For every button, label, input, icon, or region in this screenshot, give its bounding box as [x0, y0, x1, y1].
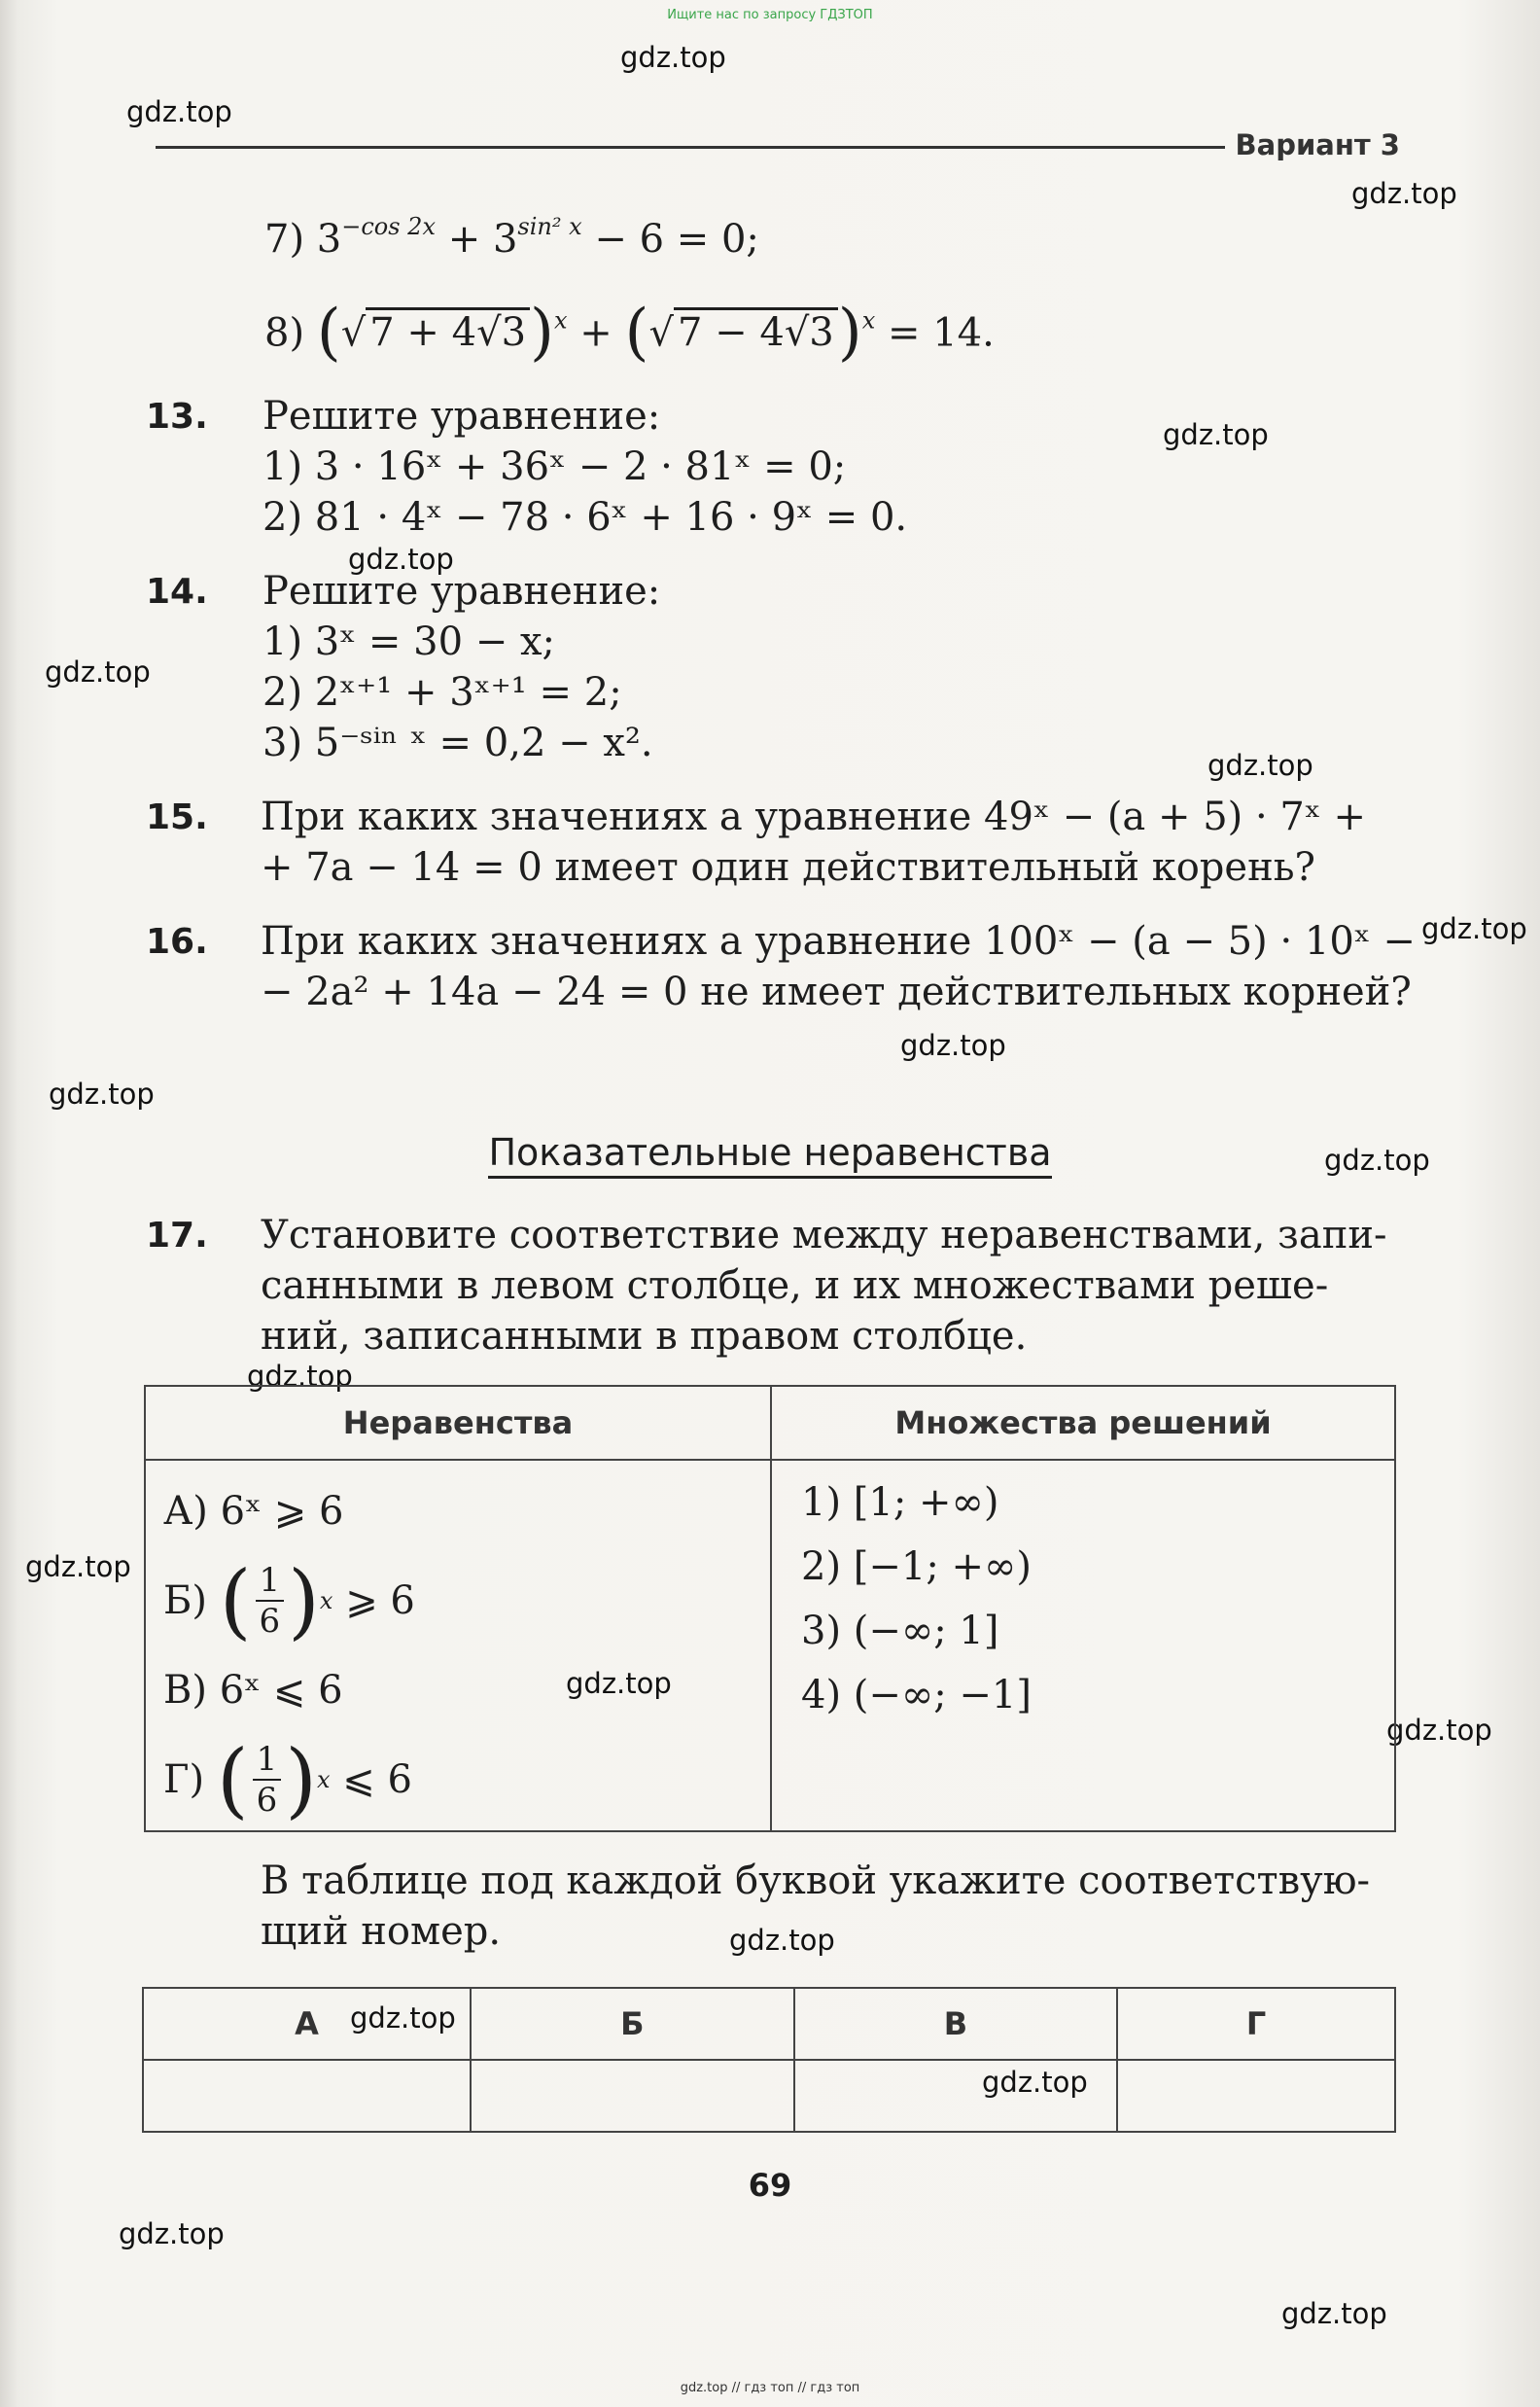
- task14-item2: 2) 2ˣ⁺¹ + 3ˣ⁺¹ = 2;: [262, 670, 622, 715]
- watermark: gdz.top: [247, 1360, 353, 1393]
- answer-cell-b[interactable]: [471, 2060, 794, 2132]
- page-number: 69: [748, 2167, 792, 2204]
- inequalities-column: [145, 1460, 771, 1831]
- watermark: gdz.top: [25, 1550, 131, 1583]
- variant-label: Вариант 3: [1235, 128, 1400, 161]
- watermark: gdz.top: [350, 2001, 456, 2035]
- watermark: gdz.top: [119, 2217, 225, 2250]
- task-number: 16.: [146, 922, 208, 962]
- watermark: gdz.top: [1163, 418, 1269, 451]
- watermark: gdz.top: [126, 95, 232, 128]
- answer-table: [142, 1987, 1396, 2133]
- task13-title: Решите уравнение:: [262, 394, 661, 439]
- top-banner: Ищите нас по запросу ГДЗТОП: [667, 8, 873, 22]
- inequality-b: Б) ( $\frac{1}{6}$ ) x ⩾ 6: [163, 1553, 415, 1648]
- task14-title: Решите уравнение:: [262, 569, 661, 614]
- task13-item2: 2) 81 · 4ˣ − 78 · 6ˣ + 16 · 9ˣ = 0.: [262, 495, 908, 540]
- task12-item7: 7) $3^{-cos 2x} + 3^{sin^2 x} - 6 = 0$;: [264, 213, 759, 262]
- watermark: gdz.top: [1208, 749, 1313, 782]
- watermark: gdz.top: [1421, 912, 1527, 945]
- task17-line1: Установите соответствие между неравенствами, запи-: [261, 1213, 1387, 1257]
- task14-item1: 1) 3ˣ = 30 − x;: [262, 619, 555, 664]
- header-inequalities: Неравенства: [145, 1386, 771, 1460]
- answer-header-v: В: [794, 1988, 1118, 2060]
- watermark: gdz.top: [49, 1078, 155, 1111]
- task17-note2: щий номер.: [261, 1909, 502, 1954]
- watermark: gdz.top: [729, 1924, 835, 1957]
- task16-line1: При каких значениях a уравнение 100ˣ − (a − 5) · 10ˣ −: [261, 919, 1416, 964]
- watermark: gdz.top: [566, 1667, 672, 1700]
- task-number: 17.: [146, 1216, 208, 1256]
- solution-2: 2) [−1; +∞): [801, 1544, 1032, 1589]
- watermark: gdz.top: [620, 41, 726, 74]
- section-title: Показательные неравенства: [0, 1131, 1540, 1174]
- task17-line2: санными в левом столбце, и их множествами реше-: [261, 1263, 1329, 1308]
- watermark: gdz.top: [1386, 1714, 1492, 1747]
- bottom-banner: gdz.top // гдз топ // гдз топ: [680, 2381, 860, 2395]
- inequality-a: А) 6ˣ ⩾ 6: [163, 1489, 344, 1534]
- watermark: gdz.top: [45, 655, 151, 689]
- task16-line2: − 2a² + 14a − 24 = 0 не имеет действительных корней?: [261, 970, 1412, 1014]
- answer-header-g: Г: [1117, 1988, 1395, 2060]
- answer-header-b: Б: [471, 1988, 794, 2060]
- task17-note1: В таблице под каждой буквой укажите соответствую-: [261, 1858, 1371, 1903]
- watermark: gdz.top: [1281, 2297, 1387, 2330]
- answer-cell-g[interactable]: [1117, 2060, 1395, 2132]
- solution-3: 3) (−∞; 1]: [801, 1609, 999, 1653]
- watermark: gdz.top: [1351, 177, 1457, 210]
- solution-1: 1) [1; +∞): [801, 1480, 999, 1525]
- matching-table: [144, 1385, 1396, 1832]
- watermark: gdz.top: [348, 543, 454, 576]
- answer-header-a: А: [143, 1988, 471, 2060]
- solution-4: 4) (−∞; −1]: [801, 1673, 1032, 1717]
- watermark: gdz.top: [982, 2066, 1088, 2099]
- task12-item8: 8) (√ 7 + 4√3)$^x$ + (√ 7 − 4√3)$^x$ = 14.: [264, 297, 995, 369]
- answer-cell-v[interactable]: [794, 2060, 1118, 2132]
- task-number: 15.: [146, 797, 208, 837]
- task14-item3: 3) 5⁻ˢⁱⁿ ˣ = 0,2 − x².: [262, 721, 653, 765]
- task13-item1: 1) 3 · 16ˣ + 36ˣ − 2 · 81ˣ = 0;: [262, 444, 847, 489]
- header-rule: [156, 146, 1225, 149]
- answer-cell-a[interactable]: [143, 2060, 471, 2132]
- inequality-v: В) 6ˣ ⩽ 6: [163, 1668, 343, 1713]
- solutions-column: [771, 1460, 1395, 1831]
- task15-line2: + 7a − 14 = 0 имеет один действительный корень?: [261, 845, 1315, 890]
- header-solutions: Множества решений: [771, 1386, 1395, 1460]
- task-number: 14.: [146, 572, 208, 612]
- watermark: gdz.top: [900, 1029, 1006, 1062]
- task15-line1: При каких значениях a уравнение 49ˣ − (a + 5) · 7ˣ +: [261, 795, 1367, 839]
- task-number: 13.: [146, 397, 208, 437]
- task17-line3: ний, записанными в правом столбце.: [261, 1314, 1028, 1359]
- watermark: gdz.top: [1324, 1144, 1430, 1177]
- inequality-g: Г) ( $\frac{1}{6}$ ) x ⩽ 6: [163, 1732, 412, 1827]
